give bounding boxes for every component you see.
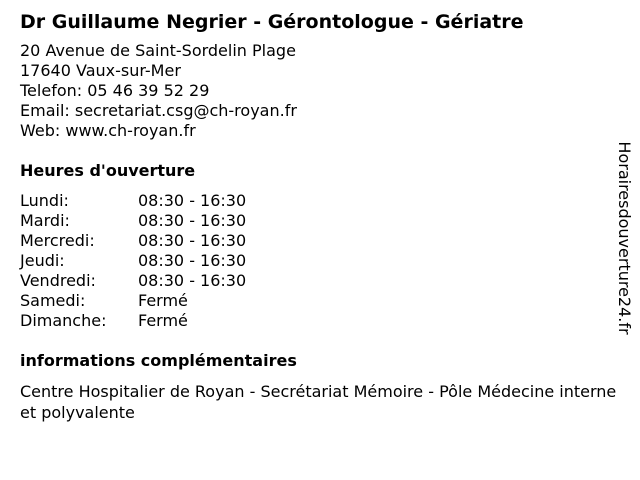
hours-day-label: Vendredi: — [20, 271, 96, 290]
hours-day-label: Jeudi: — [20, 251, 65, 270]
hours-day-label: Mardi: — [20, 211, 70, 230]
listing-card — [20, 10, 618, 423]
page-title: Dr Guillaume Negrier - Gérontologue - Gériatre — [20, 11, 524, 33]
hours-time: 08:30 - 16:30 — [138, 211, 247, 230]
hours-time: 08:30 - 16:30 — [138, 271, 247, 290]
side-watermark: Horairesdouverture24.fr — [615, 141, 634, 335]
hours-row-sunday — [20, 311, 618, 331]
hours-row-saturday — [20, 291, 618, 311]
hours-row-tuesday — [20, 211, 618, 231]
hours-day-label: Dimanche: — [20, 311, 107, 330]
hours-time: 08:30 - 16:30 — [138, 191, 247, 210]
phone-line: Telefon: 05 46 39 52 29 — [20, 81, 210, 100]
additional-info-heading: informations complémentaires — [20, 351, 297, 370]
hours-row-wednesday — [20, 231, 618, 251]
hours-day-label: Lundi: — [20, 191, 69, 210]
address-city: 17640 Vaux-sur-Mer — [20, 61, 181, 80]
website-line: Web: www.ch-royan.fr — [20, 121, 196, 140]
address-street: 20 Avenue de Saint-Sordelin Plage — [20, 41, 296, 60]
additional-info-text: Centre Hospitalier de Royan - Secrétariat Mémoire - Pôle Médecine interne et polyvalente — [20, 382, 617, 422]
hours-time: Fermé — [138, 291, 188, 310]
hours-row-thursday — [20, 251, 618, 271]
hours-row-friday — [20, 271, 618, 291]
hours-time: 08:30 - 16:30 — [138, 251, 247, 270]
hours-row-monday — [20, 191, 618, 211]
opening-hours-heading: Heures d'ouverture — [20, 161, 196, 180]
hours-time: 08:30 - 16:30 — [138, 231, 247, 250]
hours-day-label: Mercredi: — [20, 231, 95, 250]
hours-time: Fermé — [138, 311, 188, 330]
hours-day-label: Samedi: — [20, 291, 86, 310]
email-line: Email: secretariat.csg@ch-royan.fr — [20, 101, 297, 120]
